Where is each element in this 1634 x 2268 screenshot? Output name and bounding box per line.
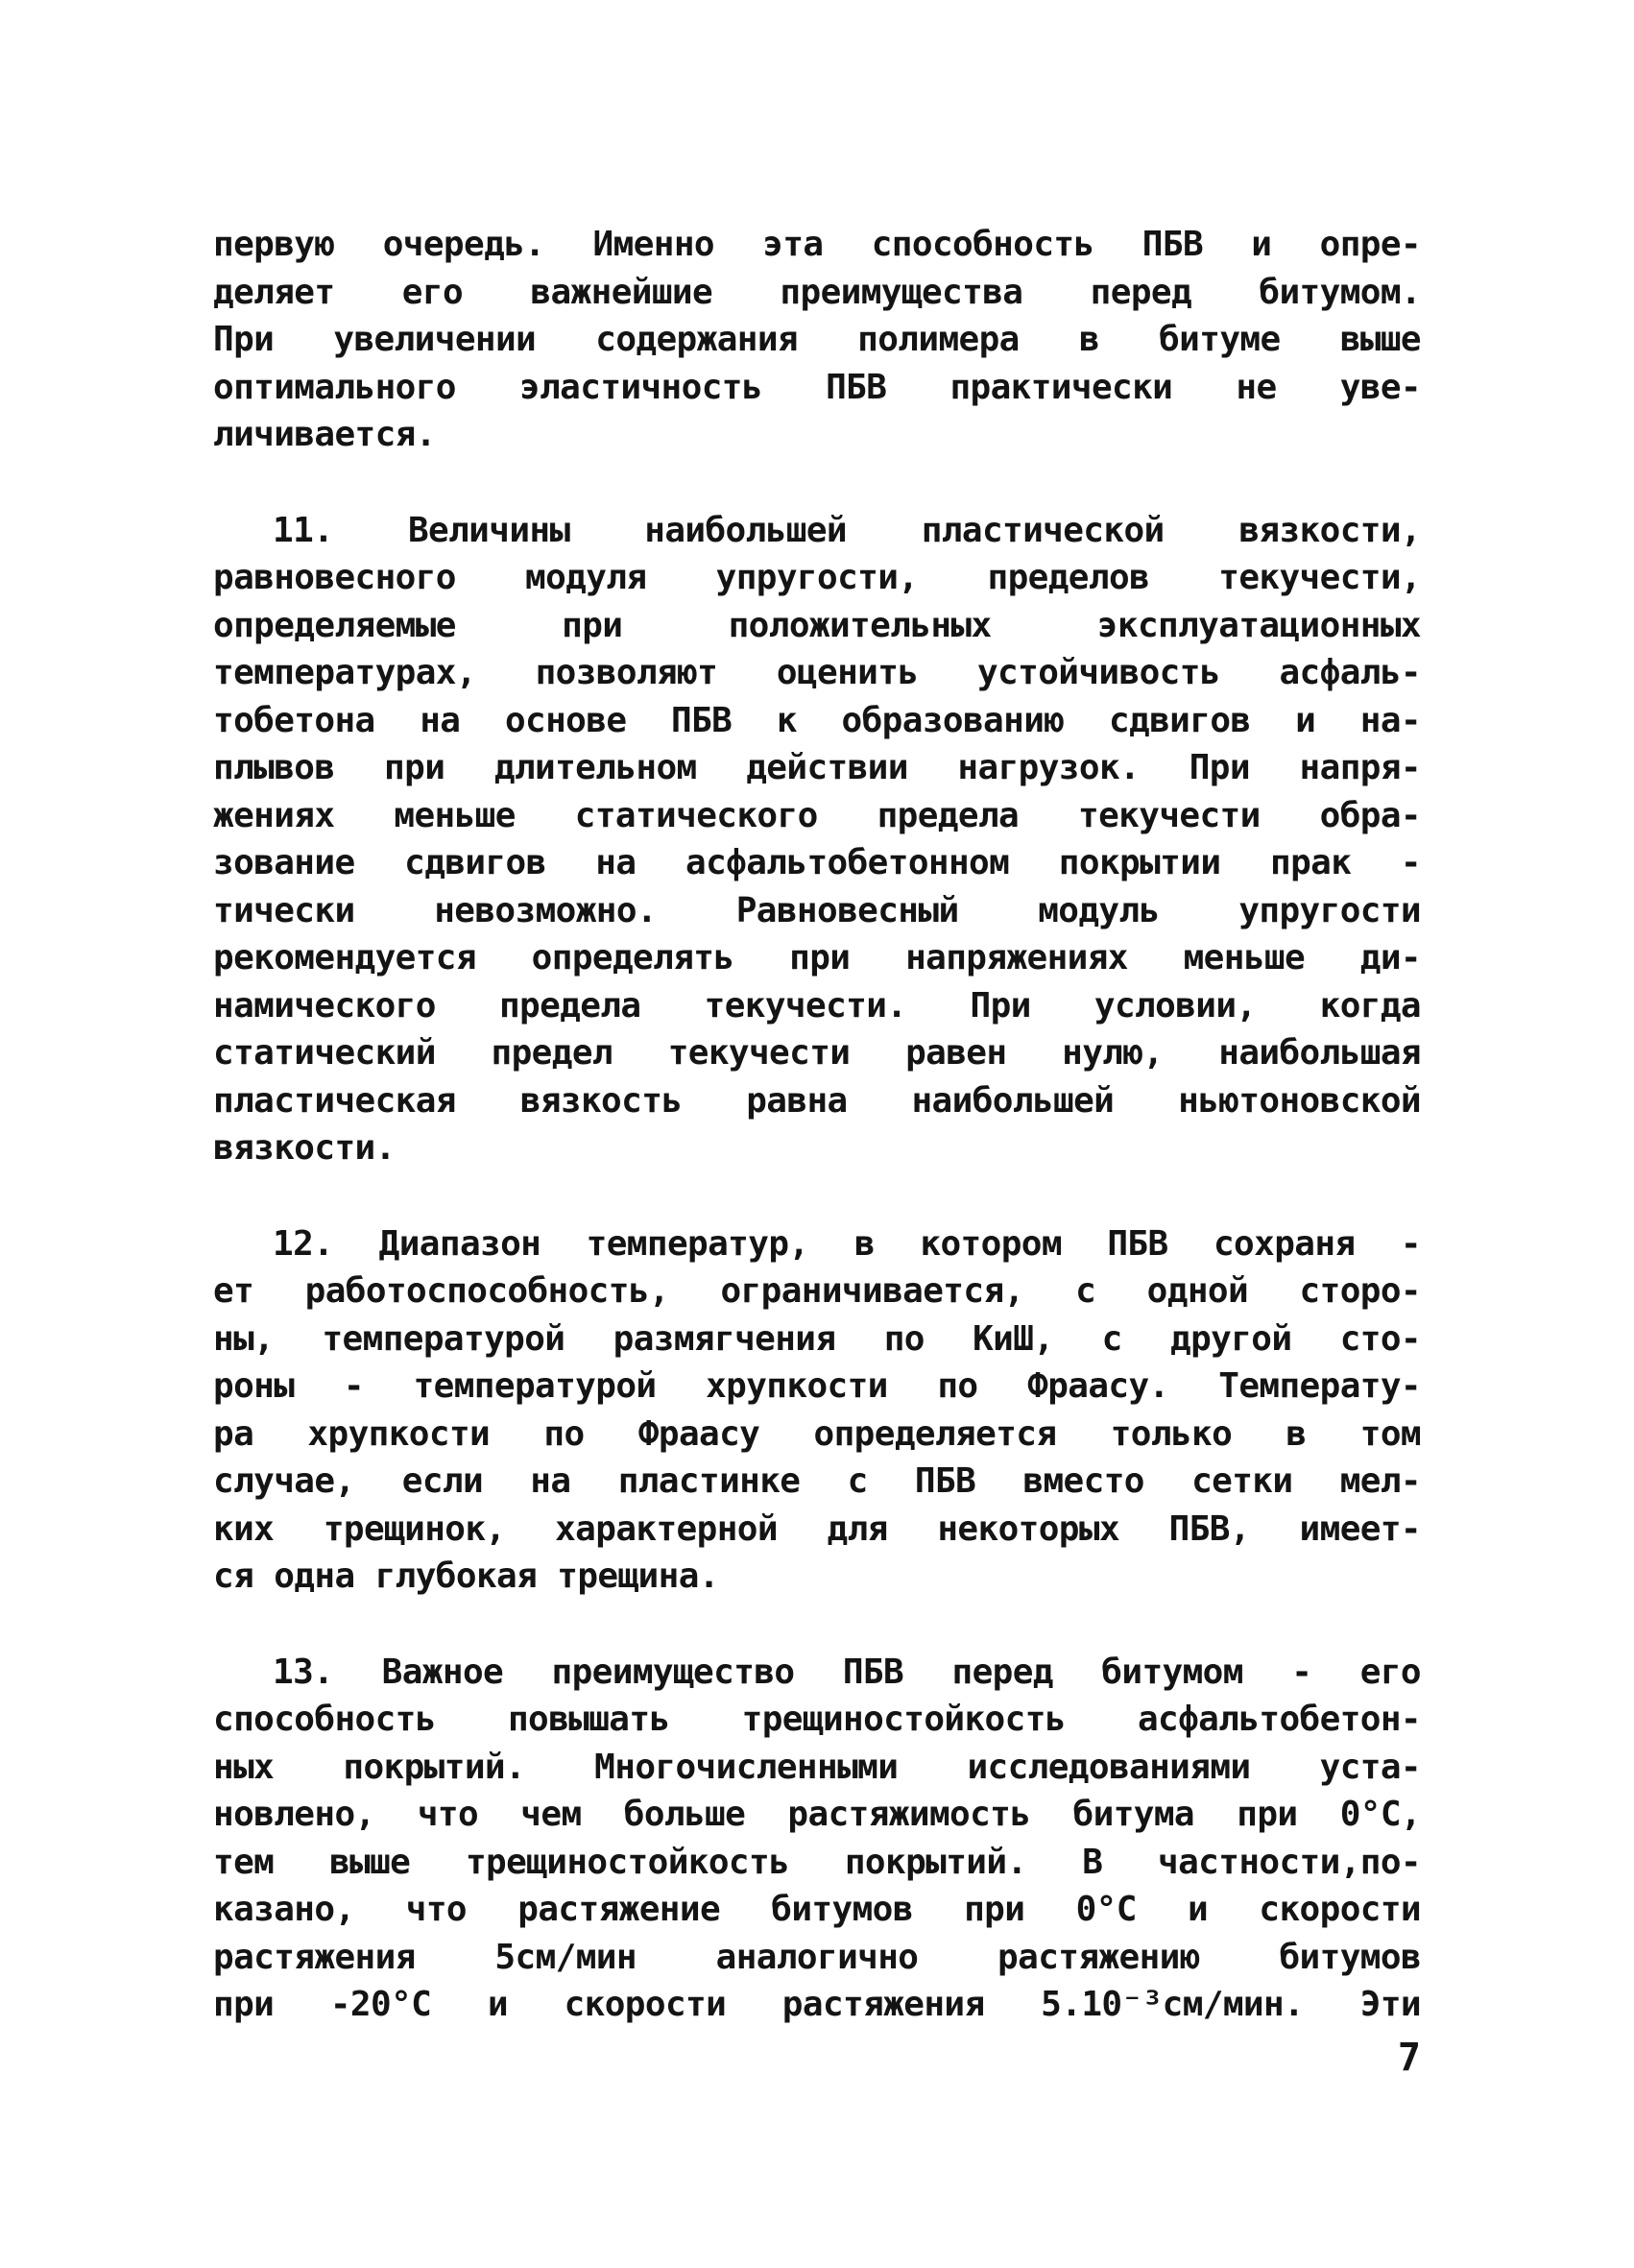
- text-line: При увеличении содержания полимера в битуме выше: [213, 320, 1421, 359]
- text-line: ет работоспособность, ограничивается, с одной сторо-: [213, 1271, 1421, 1311]
- text-line: рекомендуется определять при напряжениях меньше ди-: [213, 938, 1421, 977]
- text-line: равновесного модуля упругости, пределов текучести,: [213, 558, 1421, 597]
- text-line: при -20°С и скорости растяжения 5.10⁻³см/мин. Эти: [213, 1985, 1421, 2024]
- text-line: 13. Важное преимущество ПБВ перед битумом - его: [273, 1652, 1421, 1692]
- text-line: тем выше трещиностойкость покрытий. В частности,по-: [213, 1842, 1421, 1882]
- text-line: первую очередь. Именно эта способность ПБВ и опре-: [213, 225, 1421, 264]
- text-line: ких трещинок, характерной для некоторых ПБВ, имеет-: [213, 1508, 1421, 1549]
- text-line: оптимального эластичность ПБВ практически не уве-: [213, 367, 1421, 407]
- text-line: новлено, что чем больше растяжимость битума при 0°С,: [213, 1795, 1421, 1834]
- text-line: температурах, позволяют оценить устойчивость асфаль-: [213, 653, 1421, 692]
- text-line: ных покрытий. Многочисленными исследованиями уста-: [213, 1747, 1421, 1787]
- text-line: вязкости.: [213, 1128, 396, 1168]
- text-line: намического предела текучести. При условии, когда: [213, 985, 1421, 1025]
- page-text: [213, 221, 1421, 2029]
- text-line: деляет его важнейшие преимущества перед битумом.: [213, 272, 1421, 312]
- text-line: случае, если на пластинке с ПБВ вместо сетки мел-: [213, 1461, 1421, 1501]
- text-line: роны - температурой хрупкости по Фраасу. Температу-: [213, 1366, 1421, 1406]
- text-line: личивается.: [213, 415, 436, 454]
- text-line: тически невозможно. Равновесный модуль упругости: [213, 890, 1421, 930]
- text-line: пластическая вязкость равна наибольшей ньютоновской: [213, 1080, 1421, 1121]
- paragraph-13: [213, 1649, 1421, 2029]
- text-line: 12. Диапазон температур, в котором ПБВ сохраня -: [273, 1223, 1421, 1264]
- text-line: плывов при длительном действии нагрузок. При напря-: [213, 748, 1421, 787]
- paragraph-continuation: [213, 221, 1421, 459]
- text-line: ся одна глубокая трещина.: [213, 1556, 719, 1596]
- text-line: статический предел текучести равен нулю, наибольшая: [213, 1033, 1421, 1073]
- text-line: способность повышать трещиностойкость асфальтобетон-: [213, 1700, 1421, 1739]
- text-line: ра хрупкости по Фраасу определяется только в том: [213, 1413, 1421, 1454]
- text-line: жениях меньше статического предела текучести обра-: [213, 795, 1421, 835]
- text-line: зование сдвигов на асфальтобетонном покрытии прак -: [213, 843, 1421, 882]
- text-line: 11. Величины наибольшей пластической вязкости,: [273, 510, 1421, 550]
- page-number: 7: [1397, 2036, 1421, 2080]
- text-line: растяжения 5см/мин аналогично растяжению битумов: [213, 1937, 1421, 1977]
- text-line: определяемые при положительных эксплуатационных: [213, 605, 1421, 645]
- text-line: казано, что растяжение битумов при 0°С и скорости: [213, 1890, 1421, 1929]
- text-line: тобетона на основе ПБВ к образованию сдвигов и на-: [213, 700, 1421, 740]
- paragraph-11: [213, 507, 1421, 1172]
- text-line: ны, температурой размягчения по КиШ, с другой сто-: [213, 1318, 1421, 1359]
- paragraph-12: [213, 1220, 1421, 1601]
